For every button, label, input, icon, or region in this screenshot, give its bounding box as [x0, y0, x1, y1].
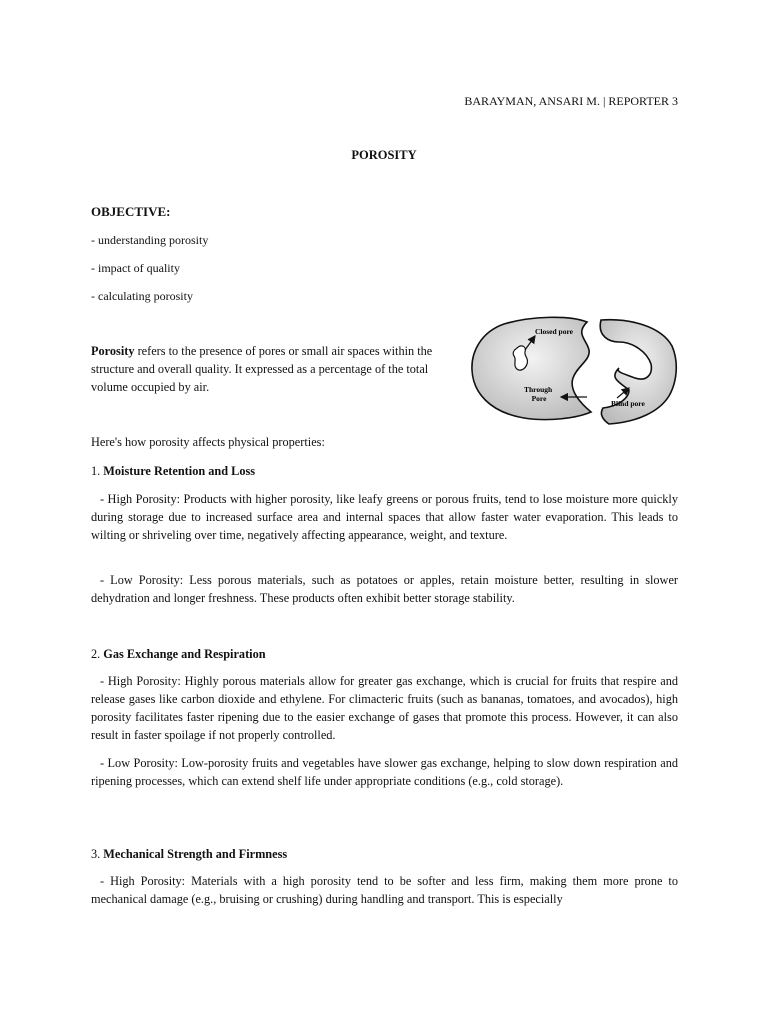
- intro-term: Porosity: [91, 344, 135, 358]
- through-pore-label-line: Pore: [531, 394, 547, 403]
- section-paragraph: - High Porosity: Highly porous materials allow for greater gas exchange, which is crucial for fruits that respire and release gases like carbon dioxide and ethylene. For climacteric fruits (such as bananas, tomatoes, and avocados), high porosity facilitates faster ripening due to the easier exchange of gases that promote this process. However, it can also result in faster spoilage if not properly controlled.: [91, 674, 678, 742]
- section-paragraph: - Low Porosity: Low-porosity fruits and vegetables have slower gas exchange, helping to slow down respiration and ripening processes, which can extend shelf life under appropriate conditions (e.g., cold storage).: [91, 756, 678, 788]
- through-pore-label-line: Through: [523, 385, 553, 394]
- section-number: 3.: [91, 847, 104, 861]
- section-heading: [91, 845, 287, 863]
- section-paragraph: - High Porosity: Materials with a high porosity tend to be softer and less firm, making them more prone to mechanical damage (e.g., bruising or crushing) during handling and transport. This is especially: [91, 874, 678, 906]
- intro-text: refers to the presence of pores or small air spaces within the structure and overall quality. It expressed as a percentage of the total volume occupied by air.: [91, 344, 433, 394]
- section-number: 2.: [91, 647, 104, 661]
- section-title: Moisture Retention and Loss: [103, 464, 256, 478]
- intro-paragraph: [91, 342, 461, 396]
- author-header: BARAYMAN, ANSARI M. | REPORTER 3: [464, 94, 678, 108]
- section-number: 1.: [91, 464, 104, 478]
- section-heading: [91, 645, 266, 663]
- lead-paragraph: Here's how porosity affects physical properties:: [91, 435, 325, 449]
- section-paragraph: - High Porosity: Products with higher porosity, like leafy greens or porous fruits, tend to lose moisture more quickly during storage due to increased surface area and internal spaces that allow faster water evaporation. This leads to wilting or shriveling over time, negatively affecting appearance, weight, and texture.: [91, 492, 678, 542]
- porosity-diagram: [469, 312, 679, 428]
- section-heading: [91, 462, 255, 480]
- closed-pore-label: Closed pore: [535, 327, 573, 336]
- section-title: Gas Exchange and Respiration: [103, 647, 266, 661]
- section-paragraph: - Low Porosity: Less porous materials, such as potatoes or apples, retain moisture better, resulting in slower dehydration and longer freshness. These products often exhibit better storage stability.: [91, 573, 678, 605]
- objective-heading: OBJECTIVE:: [91, 204, 171, 219]
- objective-item: - calculating porosity: [91, 289, 193, 303]
- objective-item: - understanding porosity: [91, 233, 209, 247]
- section-title: Mechanical Strength and Firmness: [103, 847, 288, 861]
- page-title: POROSITY: [351, 148, 417, 162]
- objective-item: - impact of quality: [91, 261, 180, 275]
- blind-pore-label: Blind pore: [611, 399, 645, 408]
- right-grain-shape: [600, 320, 676, 424]
- left-grain-shape: [472, 317, 591, 419]
